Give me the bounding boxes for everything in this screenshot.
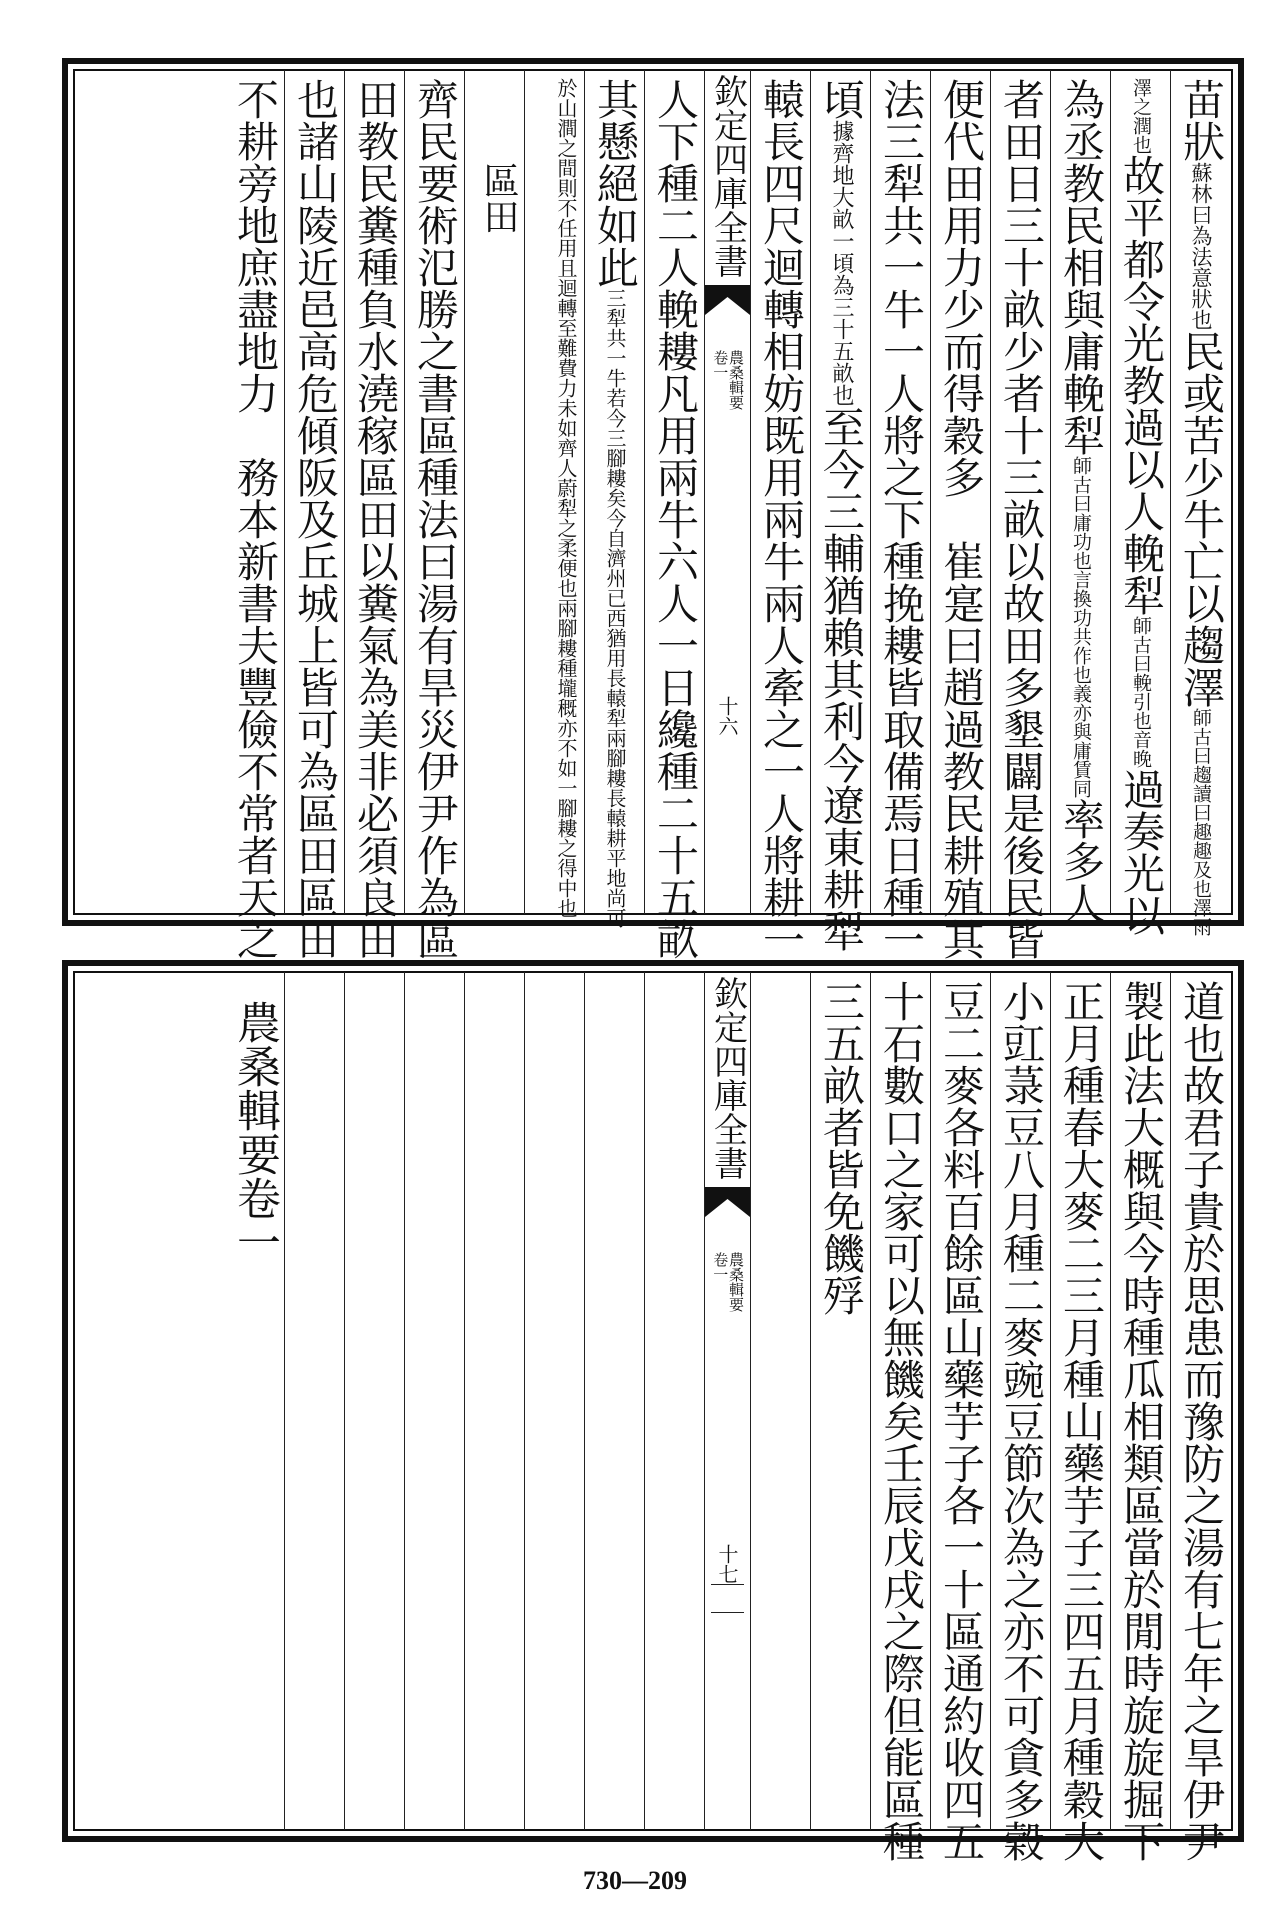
text-column [1110, 70, 1170, 936]
text-column [990, 972, 1050, 1862]
center-gutter [704, 972, 750, 1830]
main-text: 故平都令光教過以人輓犁 [1117, 154, 1166, 616]
text-column [284, 972, 344, 1830]
annotation-text: 師古曰趨讀曰趣趣及也澤雨 [1190, 708, 1212, 936]
text-column [870, 70, 930, 960]
text-column [990, 70, 1050, 960]
fish-tail-ornament [705, 1187, 750, 1217]
text-column [1170, 70, 1230, 936]
main-text: 率多人 [1057, 798, 1106, 924]
text-column [464, 70, 524, 914]
text-column [930, 70, 990, 960]
main-text: 為丞教民相與庸輓犁 [1057, 78, 1106, 456]
text-column [644, 70, 704, 960]
text-column [1170, 972, 1230, 1862]
text-column [750, 70, 810, 960]
text-column [1050, 70, 1110, 924]
page-number: 十七 [715, 1544, 739, 1584]
text-column [464, 972, 524, 1830]
text-column [584, 70, 644, 928]
main-text: 其懸絕如此 [591, 78, 640, 288]
book-name: 農桑輯要 [727, 1252, 745, 1312]
text-column [870, 972, 930, 1862]
main-text: 頃 [817, 78, 866, 120]
annotation-text: 師古曰輓引也音晚 [1130, 616, 1152, 768]
text-column [524, 972, 584, 1830]
text-column [224, 972, 284, 1830]
fish-tail-ornament [705, 285, 750, 315]
annotation-text: 蘇林曰為法意狀也 [1189, 162, 1213, 330]
text-column [284, 70, 344, 960]
main-text: 不耕旁地庶盡地力 務本新書夫豐儉不常者天之 [231, 78, 280, 960]
main-text: 苗狀 [1177, 78, 1226, 162]
running-title: 欽定四庫全書 [707, 976, 748, 1180]
main-text: 法三犁共一牛一人將之下種挽耬皆取備焉日種一 [877, 78, 926, 960]
text-column [1110, 972, 1170, 1862]
text-column [404, 70, 464, 960]
bottom-page [62, 960, 1244, 1862]
text-column [1050, 972, 1110, 1862]
book-name: 農桑輯要 [727, 350, 745, 410]
text-column [644, 972, 704, 1830]
main-text: 齊民要術氾勝之書區種法曰湯有旱災伊尹作為區 [411, 78, 460, 960]
main-text: 民或苦少牛亡以趨澤 [1177, 330, 1226, 708]
annotation-text: 據齊地大畝一頃為三十五畝也 [829, 120, 854, 406]
page-code: 730—209 [583, 1866, 687, 1895]
annotation-text: 於山澗之間則不任用且迴轉至難費力未如齊人蔚犁之柔便也兩腳耬種壠穊亦不如一腳耬之得中也 [554, 78, 578, 918]
main-text: 製此法大概與今時種瓜相類區當於閒時旋旋掘下 [1117, 980, 1166, 1862]
gutter-rule [711, 1584, 744, 1585]
top-page [62, 58, 1244, 960]
main-text: 也諸山陵近邑高危傾阪及丘城上皆可為區田區田 [291, 78, 340, 960]
main-text: 小豇菉豆八月種二麥豌豆節次為之亦不可貪多穀 [997, 980, 1046, 1862]
text-column [344, 972, 404, 1830]
page-number: 十六 [715, 696, 739, 736]
main-text: 至今三輔猶賴其利今遼東耕犁 [817, 406, 866, 952]
main-text: 十石數口之家可以無饑矣壬辰戊戌之際但能區種 [877, 980, 926, 1862]
main-text: 人下種二人輓耬凡用兩牛六人一日纔種二十五畝 [651, 78, 700, 960]
annotation-text: 師古曰庸功也言換功共作也義亦與庸賃同 [1070, 456, 1092, 798]
text-column [810, 70, 870, 952]
main-text: 正月種春大麥二三月種山藥芋子三四五月種穀大 [1057, 980, 1106, 1862]
text-column [750, 972, 810, 1830]
main-text: 轅長四尺迴轉相妨既用兩牛兩人牽之一人將耕一 [757, 78, 806, 960]
volume-end-title: 農桑輯要卷一 [229, 1000, 280, 1264]
annotation-text: 三犁共一牛若今三腳耬矣今自濟州已西猶用長轅犁兩腳耬長轅耕平地尚可 [603, 288, 627, 928]
volume-label: 卷一 [711, 1252, 730, 1282]
text-column [930, 972, 990, 1862]
text-column [344, 70, 404, 960]
main-text: 便代田用力少而得穀多 崔寔曰趙過教民耕殖其 [937, 78, 986, 960]
main-text: 者田日三十畝少者十三畝以故田多墾闢是後民皆 [997, 78, 1046, 960]
gutter-rule [711, 1612, 744, 1613]
running-title: 欽定四庫全書 [707, 74, 748, 278]
main-text: 三五畝者皆免饑殍 [817, 980, 866, 1316]
text-column [810, 972, 870, 1830]
main-text: 豆二麥各料百餘區山藥芋子各一十區通約收四五 [937, 980, 986, 1862]
top-page-columns [76, 70, 1230, 960]
center-gutter [704, 70, 750, 914]
text-column [584, 972, 644, 1830]
text-column [224, 70, 284, 960]
text-column [404, 972, 464, 1830]
main-text: 田教民糞種負水澆稼區田以糞氣為美非必須良田 [351, 78, 400, 960]
main-text: 道也故君子貴於思患而豫防之湯有七年之旱伊尹 [1177, 980, 1226, 1862]
bottom-page-columns [76, 972, 1230, 1862]
annotation-text: 澤之潤也 [1130, 78, 1152, 154]
volume-label: 卷一 [711, 350, 730, 380]
text-column [524, 70, 584, 918]
main-text: 過奏光以 [1117, 768, 1166, 936]
section-heading: 區田 [478, 162, 519, 234]
